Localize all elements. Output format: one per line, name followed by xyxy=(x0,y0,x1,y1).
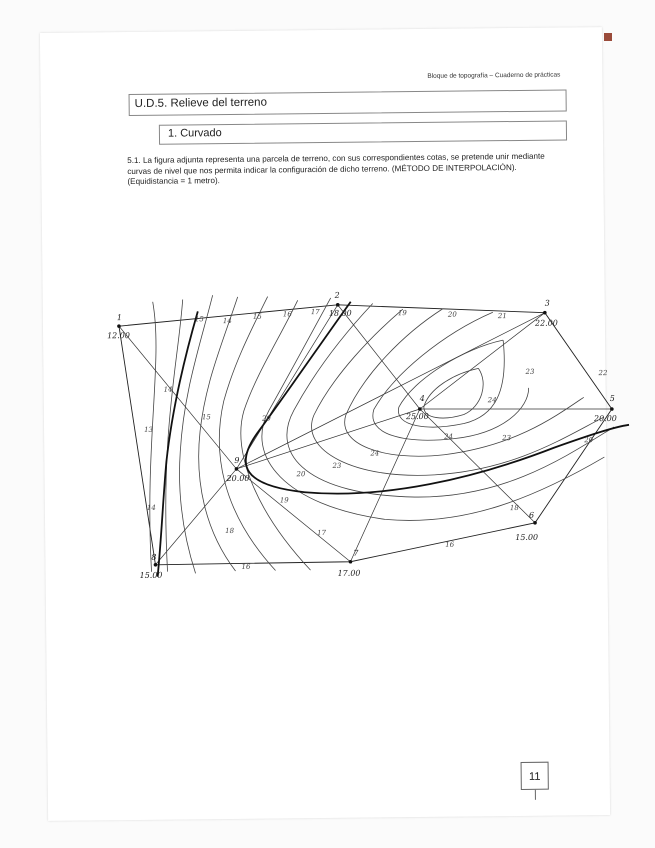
running-header: Bloque de topografía – Cuaderno de prácticas xyxy=(427,71,561,80)
unit-title-box xyxy=(129,89,567,116)
point-id: 8 xyxy=(151,552,157,562)
contour-map xyxy=(83,277,617,597)
exercise-statement: 5.1. La figura adjunta representa una parcela de terreno, con sus correspondientes cotas, se pretende unir mediante curvas de nivel que nos permita indicar la configuración de dicho terreno. (MÉTODO DE INTERPOLACIÓN). (Equidistancia = 1 metro). xyxy=(127,151,545,187)
point-id: 5 xyxy=(609,393,615,404)
contour-label: 23 xyxy=(525,367,535,376)
contour-label: 21 xyxy=(497,312,507,321)
point-elevation: 15.00 xyxy=(515,532,539,543)
point-elevation: 12.00 xyxy=(107,331,131,341)
contour-label: 14 xyxy=(222,316,232,326)
contour-lines xyxy=(148,291,616,574)
corner-mark xyxy=(604,33,612,41)
contour-label: 16 xyxy=(282,310,292,319)
section-title-box xyxy=(159,120,567,144)
point-elevation: 20.00 xyxy=(226,473,250,484)
point-elevation: 18.00 xyxy=(328,308,352,318)
page-number-tick xyxy=(535,790,536,800)
contour-label: 17 xyxy=(317,528,327,538)
point-elevation: 15.00 xyxy=(139,570,163,580)
contour-label: 13 xyxy=(144,425,154,434)
contour-label: 15 xyxy=(194,315,204,324)
contour-label: 20 xyxy=(296,470,306,479)
contour-label: 19 xyxy=(279,496,289,505)
section-title: 1. Curvado xyxy=(167,127,222,140)
contour-label: 15 xyxy=(201,413,211,422)
survey-points xyxy=(107,288,619,580)
parcel-boundary xyxy=(116,302,614,565)
point-elevation: 25.00 xyxy=(405,411,429,422)
point-id: 6 xyxy=(528,510,535,520)
point-id: 7 xyxy=(353,548,359,558)
contour-label: 23 xyxy=(502,434,512,443)
point-elevation: 20.00 xyxy=(593,413,617,424)
page-number: 11 xyxy=(521,762,549,790)
contour-label: 17 xyxy=(310,308,320,317)
contour-label: 22 xyxy=(598,369,608,378)
contour-label: 20 xyxy=(447,310,457,319)
contour-label: 24 xyxy=(370,449,380,458)
unit-title: U.D.5. Relieve del terreno xyxy=(134,96,268,110)
point-id: 2 xyxy=(334,290,340,300)
point-id: 9 xyxy=(234,455,240,465)
contour-label: 14 xyxy=(163,385,173,394)
point-id: 1 xyxy=(116,313,123,323)
contour-label: 20 xyxy=(584,436,594,445)
contour-label: 19 xyxy=(397,309,407,318)
contour-label: 16 xyxy=(445,540,455,549)
point-id: 4 xyxy=(419,393,425,404)
contour-label: 20 xyxy=(261,414,271,423)
contour-label: 16 xyxy=(241,562,251,571)
triangulation-lines xyxy=(116,302,614,565)
contour-label: 18 xyxy=(509,503,519,513)
index-contours xyxy=(155,299,631,577)
contour-label: 18 xyxy=(225,526,235,536)
contour-label: 24 xyxy=(487,396,497,405)
worksheet xyxy=(40,27,617,821)
contour-label: 15 xyxy=(252,312,262,321)
point-elevation: 22.00 xyxy=(534,318,558,328)
point-elevation: 17.00 xyxy=(337,568,361,578)
contour-label: 14 xyxy=(146,503,156,512)
contour-label: 24 xyxy=(444,432,454,441)
contour-label: 23 xyxy=(332,461,342,470)
point-id: 3 xyxy=(544,298,550,308)
